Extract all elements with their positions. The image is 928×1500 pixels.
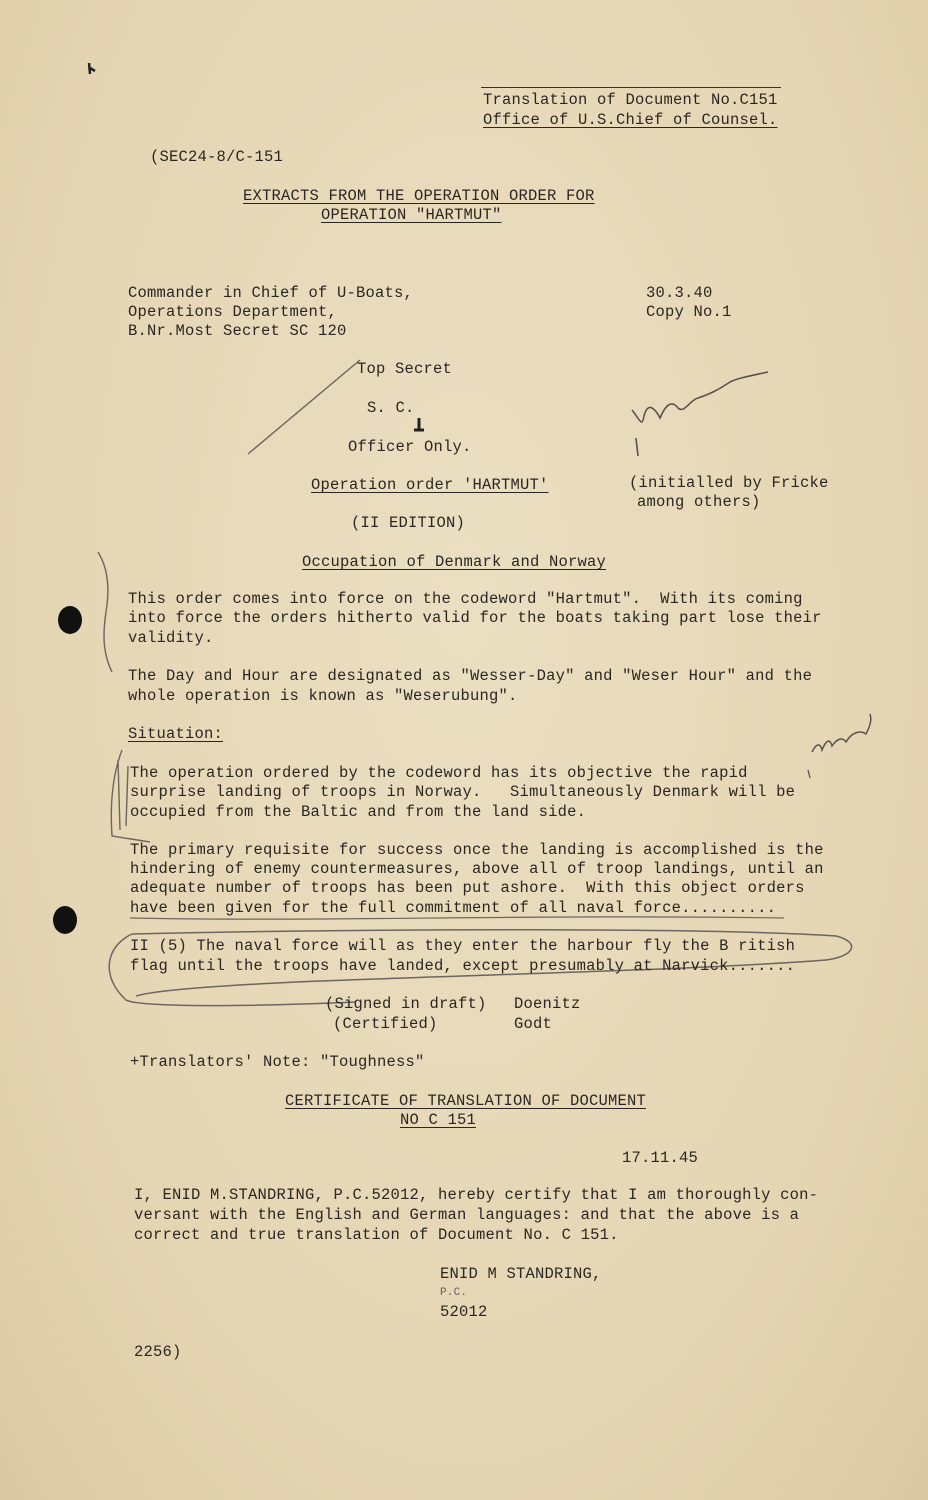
sender-line1: Commander in Chief of U-Boats, — [128, 284, 414, 302]
punch-hole-bottom — [53, 906, 77, 934]
certificate-date: 17.11.45 — [622, 1149, 699, 1167]
page-number: 2256) — [134, 1343, 182, 1361]
paragraph-4-line1: The primary requisite for success once the landing is accomplished is the — [130, 841, 824, 859]
paragraph-4-line2: hindering of enemy countermeasures, above all of troop landings, until an — [130, 860, 824, 878]
translation-header-line1: Translation of Document No.C151 — [483, 91, 778, 109]
situation-heading: Situation: — [128, 725, 224, 743]
translators-note: +Translators' Note: "Toughness" — [130, 1053, 425, 1071]
paragraph-4-line3: adequate number of troops has been put ashore. With this object orders — [130, 879, 805, 897]
pencil-underline-icon — [128, 912, 788, 924]
handwritten-initials-icon — [626, 360, 776, 460]
signatory-godt: Godt — [514, 1015, 553, 1033]
signed-in-draft: (Signed in draft) — [325, 995, 487, 1013]
order-date: 30.3.40 — [646, 284, 713, 302]
paragraph-2-line1: The Day and Hour are designated as "Wesser-Day" and "Weser Hour" and the — [128, 667, 813, 685]
signatory-doenitz: Doenitz — [514, 995, 581, 1013]
paragraph-4-line4: have been given for the full commitment of all naval force.......... — [130, 899, 777, 917]
handwritten-note-icon — [806, 712, 886, 782]
paragraph-3-line3: occupied from the Baltic and from the land side. — [130, 803, 587, 821]
paragraph-3-line1: The operation ordered by the codeword has its objective the rapid — [130, 764, 748, 782]
edition: (II EDITION) — [351, 514, 466, 532]
certificate-body-line3: correct and true translation of Document No. C 151. — [134, 1226, 619, 1244]
operation-order-name: Operation order 'HARTMUT' — [311, 476, 549, 494]
certificate-signer-number: 52012 — [440, 1303, 488, 1321]
sender-line2: Operations Department, — [128, 303, 338, 321]
certificate-body-line1: I, ENID M.STANDRING, P.C.52012, hereby certify that I am thoroughly con- — [134, 1186, 819, 1204]
initialled-note-line2: among others) — [637, 493, 761, 511]
paragraph-2-line2: whole operation is known as "Weserubung". — [128, 687, 518, 705]
paragraph-3-line2: surprise landing of troops in Norway. Simultaneously Denmark will be — [130, 783, 796, 801]
paragraph-5-line1: II (5) The naval force will as they enter the harbour fly the B ritish — [130, 937, 796, 955]
certificate-title-line2: NO C 151 — [400, 1111, 477, 1129]
certificate-body-line2: versant with the English and German languages: and that the above is a — [134, 1206, 800, 1224]
order-subject: Occupation of Denmark and Norway — [302, 553, 607, 571]
punch-hole-top — [58, 606, 82, 634]
certified: (Certified) — [333, 1015, 438, 1033]
title-line2: OPERATION "HARTMUT" — [321, 206, 502, 224]
classification-officer-only: Officer Only. — [348, 438, 472, 456]
title-line1: EXTRACTS FROM THE OPERATION ORDER FOR — [243, 187, 595, 205]
margin-bracket-icon — [90, 548, 130, 678]
sender-line3: B.Nr.Most Secret SC 120 — [128, 322, 347, 340]
paragraph-1-line1: This order comes into force on the codeword "Hartmut". With its coming — [128, 590, 803, 608]
classification-top-secret: Top Secret — [357, 360, 453, 378]
initialled-note-line1: (initialled by Fricke — [629, 474, 829, 492]
paragraph-1-line3: validity. — [128, 629, 214, 647]
translation-header-line2: Office of U.S.Chief of Counsel. — [483, 111, 778, 129]
classification-sc: S. C. — [367, 399, 415, 417]
paragraph-1-line2: into force the orders hitherto valid for the boats taking part lose their — [128, 609, 822, 627]
certificate-signer-name: ENID M STANDRING, — [440, 1265, 602, 1283]
copy-number: Copy No.1 — [646, 303, 732, 321]
certificate-title-line1: CERTIFICATE OF TRANSLATION OF DOCUMENT — [285, 1092, 647, 1110]
certificate-signer-rank: P.C. — [440, 1287, 468, 1299]
reference-number: (SEC24-8/C-151 — [150, 148, 284, 166]
ink-mark-icon — [86, 62, 98, 76]
ink-blot-icon — [411, 416, 427, 436]
header-rule — [481, 87, 781, 88]
paragraph-5-line2: flag until the troops have landed, except presumably at Narvick....... — [130, 957, 796, 975]
pencil-stroke-icon — [240, 350, 370, 460]
